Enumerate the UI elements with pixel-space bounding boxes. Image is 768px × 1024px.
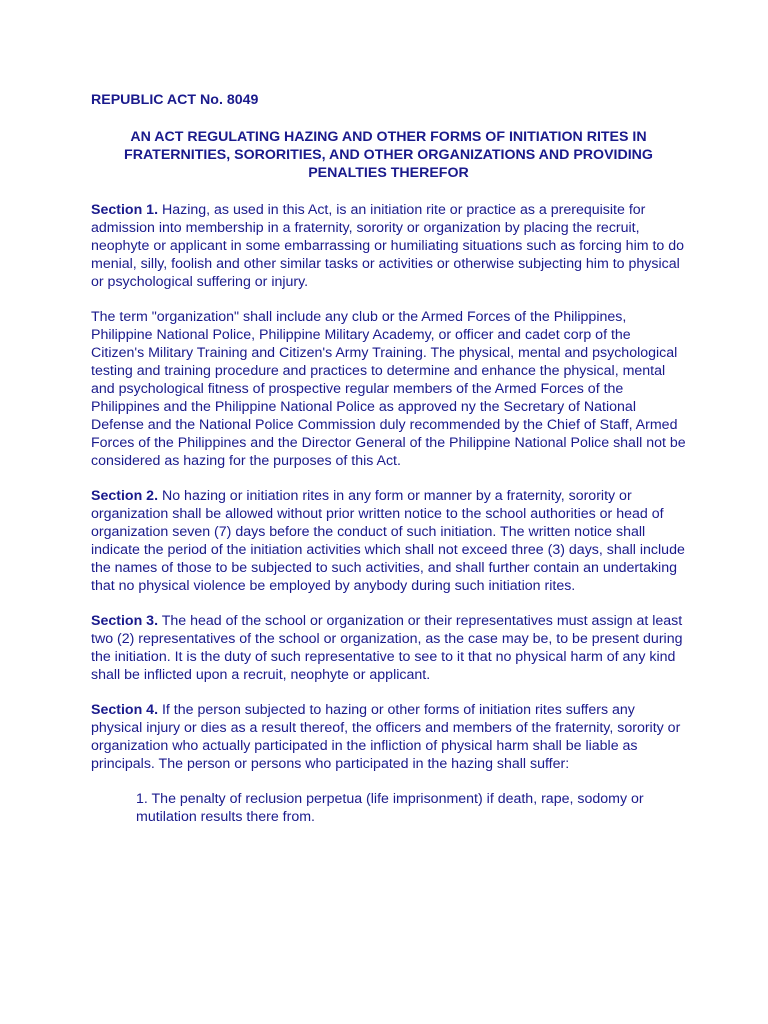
section-1-label: Section 1. (91, 202, 159, 218)
section-4 (91, 701, 686, 773)
penalty-list-item: 1. The penalty of reclusion perpetua (life imprisonment) if death, rape, sodomy or mutilation results there from. (136, 791, 644, 825)
section-3-text: The head of the school or organization or their representatives must assign at least two (2) representatives of the school or organization, as the case may be, to be present during the initiation. It is the duty of such representative to see to it that no physical harm of any kind shall be inflicted upon a recruit, neophyte or applicant. (91, 613, 683, 683)
section-3-label: Section 3. (91, 613, 159, 629)
document-page (91, 91, 686, 826)
section-3 (91, 612, 686, 684)
act-number: REPUBLIC ACT No. 8049 (91, 92, 259, 108)
section-1-text: Hazing, as used in this Act, is an initiation rite or practice as a prerequisite for admission into membership in a fraternity, sorority or organization by placing the recruit, neophyte or applicant in some embarrassing or humiliating situations such as forcing him to do menial, silly, foolish and other similar tasks or activities or otherwise subjecting him to physical or psychological suffering or injury. (91, 202, 685, 290)
section-1 (91, 201, 686, 291)
act-title: AN ACT REGULATING HAZING AND OTHER FORMS OF INITIATION RITES IN FRATERNITIES, SORORITIES, AND OTHER ORGANIZATIONS AND PROVIDING PENALTIES THEREFOR (124, 129, 653, 181)
section-4-text: If the person subjected to hazing or other forms of initiation rites suffers any physical injury or dies as a result thereof, the officers and members of the fraternity, sorority or organization who actually participated in the infliction of physical harm shall be liable as principals. The person or persons who participated in the hazing shall suffer: (91, 702, 681, 772)
section-2-text: No hazing or initiation rites in any form or manner by a fraternity, sorority or organization shall be allowed without prior written notice to the school authorities or head of organization seven (7) days before the conduct of such initiation. The written notice shall indicate the period of the initiation activities which shall not exceed three (3) days, shall include the names of those to be subjected to such activities, and shall further contain an undertaking that no physical violence be employed by anybody during such initiation rites. (91, 488, 685, 594)
section-2 (91, 487, 686, 595)
section-4-label: Section 4. (91, 702, 159, 718)
organization-definition-paragraph: The term "organization" shall include any club or the Armed Forces of the Philippines, Philippine National Police, Philippine Military Academy, or officer and cadet corp of the Citizen's Military Training and Citizen's Army Training. The physical, mental and psychological testing and training procedure and practices to determine and enhance the physical, mental and psychological fitness of prospective regular members of the Armed Forces of the Philippines and the Philippine National Police as approved ny the Secretary of National Defense and the National Police Commission duly recommended by the Chief of Staff, Armed Forces of the Philippines and the Director General of the Philippine National Police shall not be considered as hazing for the purposes of this Act. (91, 309, 686, 469)
section-2-label: Section 2. (91, 488, 159, 504)
